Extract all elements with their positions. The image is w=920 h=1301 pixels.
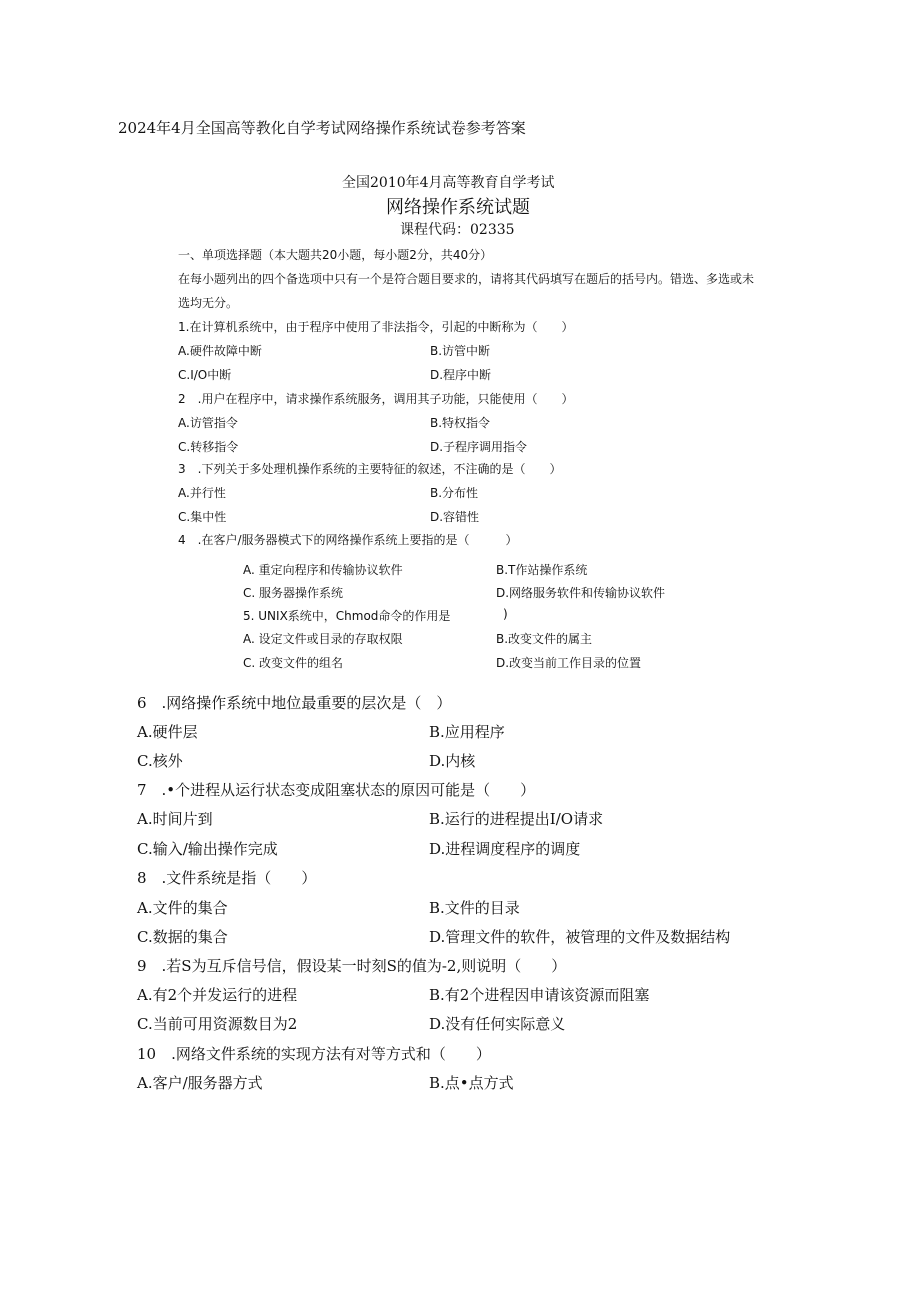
question-4-option-b: B.T作站操作系统 (496, 563, 588, 577)
question-8-option-d: D.管理文件的软件，被管理的文件及数据结构 (429, 928, 731, 946)
question-4-stem: 4 .在客户/服务器模式下的网络操作系统上要指的是（ ） (178, 533, 518, 547)
question-5-option-d: D.改变当前工作目录的位置 (496, 656, 642, 670)
question-1-stem: 1.在计算机系统中，由于程序中使用了非法指令，引起的中断称为（ ） (178, 320, 574, 334)
question-6-stem: 6 .网络操作系统中地位最重要的层次是（ ） (137, 694, 452, 712)
question-4-option-c: C. 服务器操作系统 (243, 586, 344, 600)
question-1-option-d: D.程序中断 (430, 368, 492, 382)
question-8-option-b: B.文件的目录 (429, 899, 520, 917)
exam-line: 全国2010年4月高等教育自学考试 (342, 175, 555, 191)
question-9-stem: 9 .若S为互斥信号信，假设某一时刻S的值为-2,则说明（ ） (137, 957, 567, 975)
question-2-stem: 2 .用户在程序中，请求操作系统服务，调用其子功能，只能使用（ ） (178, 392, 574, 406)
question-7-option-b: B.运行的进程提出I/O请求 (429, 810, 604, 828)
question-9-option-d: D.没有任何实际意义 (429, 1015, 566, 1033)
question-10-option-b: B.点•点方式 (429, 1074, 514, 1092)
course-code: 课程代码：02335 (400, 222, 515, 238)
question-1-option-b: B.访管中断 (430, 344, 491, 358)
question-2-option-c: C.转移指令 (178, 440, 239, 454)
question-6-option-d: D.内核 (429, 752, 476, 770)
question-9-option-b: B.有2个进程因申请该资源而阻塞 (429, 986, 650, 1004)
document-title: 2024年4月全国高等教化自学考试网络操作系统试卷参考答案 (118, 119, 526, 137)
question-8-option-c: C.数据的集合 (137, 928, 228, 946)
instructions-line-2: 选均无分。 (178, 296, 239, 310)
question-5-closing-paren: ) (503, 607, 508, 621)
question-3-option-c: C.集中性 (178, 510, 227, 524)
question-2-option-a: A.访管指令 (178, 416, 238, 430)
question-7-option-a: A.时间片到 (137, 810, 213, 828)
question-3-stem: 3 .下列关于多处理机操作系统的主要特征的叙述，不注确的是（ ） (178, 462, 562, 476)
question-8-stem: 8 .文件系统是指（ ） (137, 869, 317, 887)
question-5-stem: 5. UNIX系统中，Chmod命令的作用是 (243, 609, 451, 623)
question-3-option-a: A.并行性 (178, 486, 226, 500)
instructions-line-1: 在每小题列出的四个备选项中只有一个是符合题目要求的，请将其代码填写在题后的括号内。错选、多选或未 (178, 272, 755, 286)
question-6-option-a: A.硬件层 (137, 723, 198, 741)
question-3-option-b: B.分布性 (430, 486, 479, 500)
question-5-option-b: B.改变文件的属主 (496, 632, 593, 646)
question-4-option-d: D.网络服务软件和传输协议软件 (496, 586, 666, 600)
question-2-option-d: D.子程序调用指令 (430, 440, 528, 454)
question-4-option-a: A. 重定向程序和传输协议软件 (243, 563, 403, 577)
question-7-stem: 7 .•个进程从运行状态变成阻塞状态的原因可能是（ ） (137, 781, 536, 799)
question-7-option-d: D.进程调度程序的调度 (429, 840, 581, 858)
question-5-option-c: C. 改变文件的组名 (243, 656, 344, 670)
question-6-option-b: B.应用程序 (429, 723, 505, 741)
question-5-option-a: A. 设定文件或目录的存取权限 (243, 632, 403, 646)
question-6-option-c: C.核外 (137, 752, 183, 770)
question-2-option-b: B.特权指令 (430, 416, 491, 430)
question-7-option-c: C.输入/输出操作完成 (137, 840, 278, 858)
question-10-option-a: A.客户/服务器方式 (137, 1074, 263, 1092)
question-10-stem: 10 .网络文件系统的实现方法有对等方式和（ ） (137, 1045, 491, 1063)
section-heading: 一、单项选择题（本大题共20小题，每小题2分，共40分） (178, 248, 493, 262)
question-1-option-c: C.I/O中断 (178, 368, 232, 382)
question-1-option-a: A.硬件故障中断 (178, 344, 262, 358)
subject-title: 网络操作系统试题 (386, 197, 530, 218)
question-3-option-d: D.容错性 (430, 510, 480, 524)
question-9-option-a: A.有2个并发运行的进程 (137, 986, 298, 1004)
question-9-option-c: C.当前可用资源数目为2 (137, 1015, 298, 1033)
question-8-option-a: A.文件的集合 (137, 899, 228, 917)
